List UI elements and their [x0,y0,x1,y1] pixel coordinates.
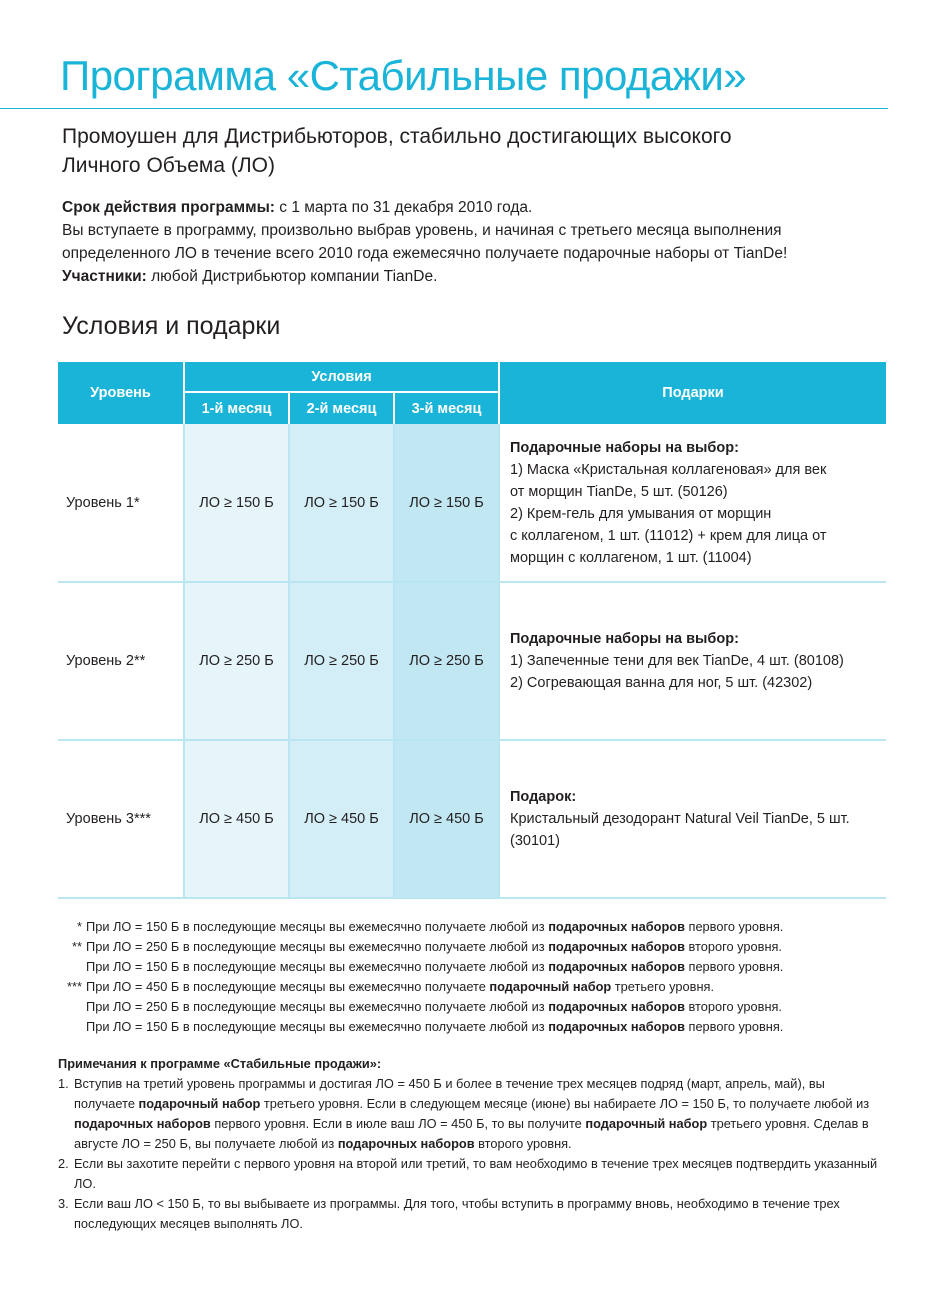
gift-line: с коллагеном, 1 шт. (11012) + крем для лица от [510,527,827,544]
header-month-2: 2-й месяц [289,392,394,424]
note-text: Если вы захотите перейти с первого уровня на второй или третий, то вам необходимо в течение трех месяцев подтвердить указанный ЛО. [74,1156,878,1191]
participants-value: любой Дистрибьютор компании TianDe. [146,268,438,285]
note-text: Вступив на третий уровень программы и достигая ЛО = 450 Б и более в течение трех месяцев подряд (март, апрель, май), вы получаете подарочный набор третьего уровня. Если в следующем месяце (июне) вы набираете ЛО = 150 Б, то получаете любой из подарочных наборов первого уровня. Если в июле ваш ЛО = 450 Б, то вы получите подарочный набор третьего уровня. Сделав в августе ЛО = 250 Б, вы получаете любой из подарочных наборов второго уровня. [74,1076,870,1151]
footnote [40,997,910,1017]
month-3-cell: ЛО ≥ 250 Б [394,582,499,740]
table-row [58,424,886,582]
footnote-bold: подарочных наборов [548,1019,685,1034]
gift-line: 2) Согревающая ванна для ног, 5 шт. (42302) [510,675,813,691]
footnote-mark [40,997,86,1017]
footnote-text: При ЛО = 250 Б в последующие месяцы вы ежемесячно получаете любой из [86,999,549,1014]
footnote-text: При ЛО = 450 Б в последующие месяцы вы ежемесячно получаете [86,979,490,994]
gift-line: (30101) [510,833,560,849]
gift-title: Подарок: [510,789,577,805]
note-text: Если ваш ЛО < 150 Б, то вы выбываете из программы. Для того, чтобы вступить в программу вновь, необходимо в течение трех последующих месяцев выполнять ЛО. [74,1196,840,1231]
footnote-text: первого уровня. [684,959,784,974]
title-divider [0,108,888,109]
footnote-bold: подарочных наборов [548,919,685,934]
subtitle-line-2: Личного Объема (ЛО) [62,154,275,177]
footnote [40,937,910,957]
footnote-text: При ЛО = 150 Б в последующие месяцы вы ежемесячно получаете любой из [86,1019,549,1034]
period-label: Срок действия программы: [62,199,275,216]
footnote-text: третьего уровня. [611,979,715,994]
footnote-text: второго уровня. [684,939,782,954]
footnote-mark: ** [72,939,82,954]
level-cell: Уровень 2** [58,582,184,740]
gift-line: Кристальный дезодорант Natural Veil TianDe, 5 шт. [510,811,850,827]
footnote-text: второго уровня. [684,999,782,1014]
gift-title: Подарочные наборы на выбор: [510,631,739,647]
header-level: Уровень [58,362,184,424]
header-month-1: 1-й месяц [184,392,289,424]
gift-line: 1) Маска «Кристальная коллагеновая» для век [510,461,827,478]
intro-line-3: определенного ЛО в течение всего 2010 года ежемесячно получаете подарочные наборы от TianDe! [62,245,788,262]
table-row [58,740,886,898]
notes-title: Примечания к программе «Стабильные продажи»: [58,1056,382,1071]
footnote-bold: подарочных наборов [548,999,685,1014]
footnote-text: первого уровня. [684,1019,784,1034]
footnote-bold: подарочных наборов [548,939,685,954]
participants [62,265,902,288]
program-notes [58,1054,888,1234]
footnote-text: При ЛО = 250 Б в последующие месяцы вы ежемесячно получаете любой из [86,939,549,954]
gift-cell [499,582,886,740]
period-value: с 1 марта по 31 декабря 2010 года. [274,199,533,216]
month-1-cell: ЛО ≥ 250 Б [184,582,289,740]
month-2-cell: ЛО ≥ 450 Б [289,740,394,898]
table-row [58,582,886,740]
footnote [40,977,910,997]
gift-line: морщин с коллагеном, 1 шт. (11004) [510,549,752,566]
gift-cell [499,424,886,582]
footnotes [40,917,910,1037]
month-3-cell: ЛО ≥ 450 Б [394,740,499,898]
footnote [40,917,910,937]
participants-label: Участники: [62,268,147,285]
footnote-bold: подарочных наборов [548,959,685,974]
note-item [58,1154,888,1194]
note-number: 1. [58,1076,69,1091]
intro-block [62,196,902,288]
month-2-cell: ЛО ≥ 250 Б [289,582,394,740]
note-number: 2. [58,1156,69,1171]
subtitle-line-1: Промоушен для Дистрибьюторов, стабильно достигающих высокого [62,125,732,148]
header-month-3: 3-й месяц [394,392,499,424]
footnote-text: При ЛО = 150 Б в последующие месяцы вы ежемесячно получаете любой из [86,919,549,934]
page-subtitle [62,122,862,180]
footnote [40,1017,910,1037]
gift-line: 2) Крем-гель для умывания от морщин [510,505,772,522]
gift-line: от морщин TianDe, 5 шт. (50126) [510,483,728,500]
footnote-text: При ЛО = 150 Б в последующие месяцы вы ежемесячно получаете любой из [86,959,549,974]
gift-title: Подарочные наборы на выбор: [510,439,739,456]
month-1-cell: ЛО ≥ 450 Б [184,740,289,898]
footnote-bold: подарочный набор [489,979,612,994]
footnote-mark: * [77,919,82,934]
section-title: Условия и подарки [62,312,281,340]
gift-cell [499,740,886,898]
note-item [58,1194,888,1234]
intro-line-2: Вы вступаете в программу, произвольно выбрав уровень, и начиная с третьего месяца выполнения [62,222,782,239]
month-3-cell: ЛО ≥ 150 Б [394,424,499,582]
level-cell: Уровень 1* [58,424,184,582]
footnote-mark [40,1017,86,1037]
note-number: 3. [58,1196,69,1211]
footnote-text: первого уровня. [684,919,784,934]
month-1-cell: ЛО ≥ 150 Б [184,424,289,582]
footnote-mark: *** [67,979,82,994]
month-2-cell: ЛО ≥ 150 Б [289,424,394,582]
header-conditions: Условия [184,362,499,392]
gift-line: 1) Запеченные тени для век TianDe, 4 шт. (80108) [510,653,844,669]
conditions-table [58,362,886,899]
page-title: Программа «Стабильные продажи» [60,52,747,99]
header-gifts: Подарки [499,362,886,424]
note-item [58,1074,888,1154]
footnote-mark [40,957,86,977]
program-period [62,196,902,219]
level-cell: Уровень 3*** [58,740,184,898]
footnote [40,957,910,977]
